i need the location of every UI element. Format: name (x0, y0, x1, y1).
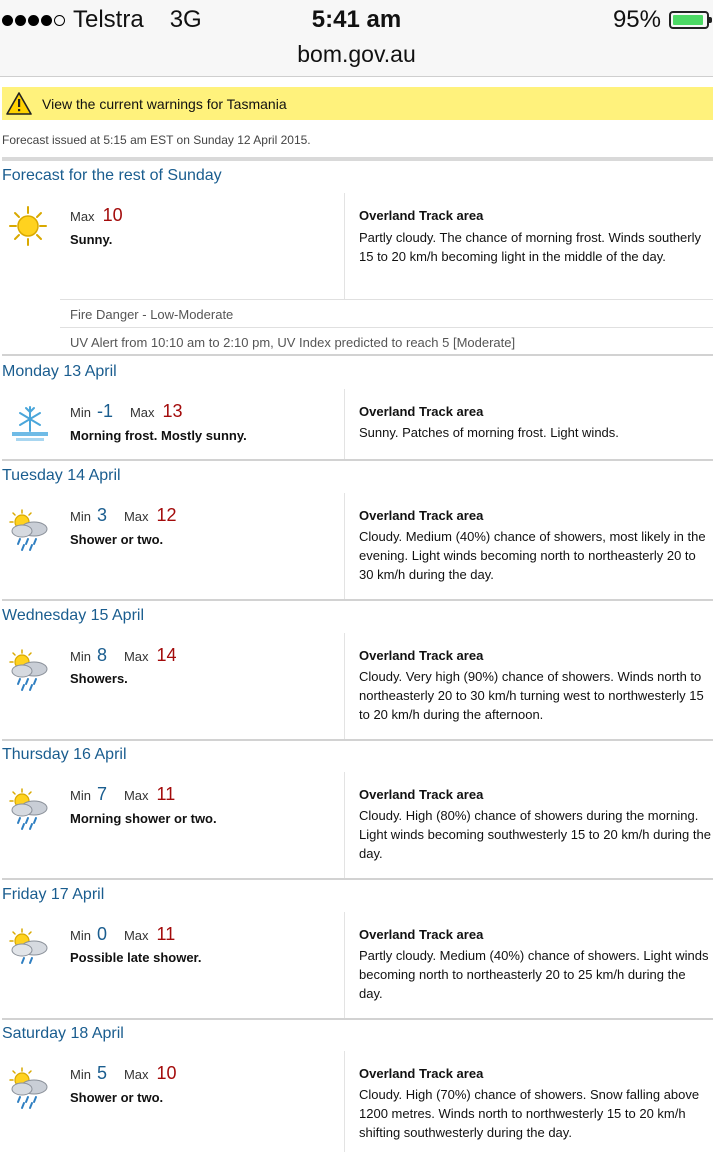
column-divider (344, 493, 345, 599)
showers-icon (8, 787, 50, 831)
warning-triangle-icon (6, 92, 32, 115)
area-name: Overland Track area (359, 787, 484, 802)
day-title-today: Forecast for the rest of Sunday (2, 167, 222, 184)
column-divider (344, 772, 345, 878)
forecast-summary: Showers. (70, 671, 128, 686)
column-divider (344, 633, 345, 739)
temperatures (70, 505, 177, 526)
min-label: Min (70, 1067, 91, 1082)
area-forecast: Cloudy. Very high (90%) chance of showers. Winds north to northeasterly 20 to 30 km/h turning west to northwesterly 15 to 20 km/h during the afternoon. (359, 669, 704, 722)
area-forecast: Cloudy. Medium (40%) chance of showers, most likely in the evening. Light winds becoming north to northeasterly 20 to 30 km/h during the day. (359, 529, 706, 582)
max-label: Max (123, 788, 149, 803)
forecast-issued: Forecast issued at 5:15 am EST on Sunday 12 April 2015. (2, 133, 311, 147)
area-forecast: Cloudy. High (80%) chance of showers during the morning. Light winds becoming southwesterly 15 to 20 km/h during the day. (359, 808, 711, 861)
carrier-name: Telstra (73, 6, 144, 33)
showers-icon (8, 1066, 50, 1110)
min-label: Min (70, 405, 91, 420)
column-divider (344, 912, 345, 1018)
day-title: Wednesday 15 April (2, 607, 145, 624)
area-forecast: Cloudy. High (70%) chance of showers. Snow falling above 1200 metres. Winds north to northwesterly 15 to 20 km/h shifting southwesterly during the day. (359, 1087, 700, 1140)
forecast-summary: Morning shower or two. (70, 811, 217, 826)
divider (60, 327, 713, 328)
day-separator (2, 1018, 713, 1020)
forecast-summary: Shower or two. (70, 532, 164, 547)
uv-alert: UV Alert from 10:10 am to 2:10 pm, UV Index predicted to reach 5 [Moderate] (70, 335, 516, 350)
showers-icon (8, 648, 50, 692)
area-name: Overland Track area (359, 508, 484, 523)
max-temp: 10 (156, 1063, 177, 1083)
area-name: Overland Track area (359, 208, 484, 223)
area-forecast: Partly cloudy. Medium (40%) chance of showers. Light winds becoming north to northeasterly 20 to 25 km/h during the day. (359, 948, 709, 1001)
min-temp: 8 (96, 645, 107, 665)
min-label: Min (70, 509, 91, 524)
day-title: Thursday 16 April (2, 746, 127, 763)
fire-danger: Fire Danger - Low-Moderate (70, 307, 234, 322)
column-divider (344, 389, 345, 459)
network-type: 3G (169, 6, 202, 33)
min-temp: 7 (96, 784, 107, 804)
area-forecast: Partly cloudy. The chance of morning frost. Winds southerly 15 to 20 km/h becoming light in the middle of the day. (359, 230, 702, 264)
min-temp: 3 (96, 505, 107, 525)
clock: 5:41 am (311, 6, 402, 33)
day-separator (2, 459, 713, 461)
max-temp: 11 (156, 784, 176, 804)
min-temp: 5 (96, 1063, 107, 1083)
area-name: Overland Track area (359, 648, 484, 663)
temperatures (70, 924, 175, 945)
temperatures (70, 784, 175, 805)
area-name: Overland Track area (359, 927, 484, 942)
showers-icon (8, 508, 50, 552)
column-divider (344, 1051, 345, 1152)
min-label: Min (70, 788, 91, 803)
divider (60, 299, 713, 300)
day-separator (2, 354, 713, 356)
forecast-summary: Morning frost. Mostly sunny. (70, 428, 247, 443)
divider (2, 157, 713, 161)
area-name: Overland Track area (359, 1066, 484, 1081)
temperatures (70, 205, 123, 226)
url-bar[interactable] (0, 40, 713, 77)
max-label: Max (123, 928, 149, 943)
area-forecast: Sunny. Patches of morning frost. Light winds. (359, 425, 619, 440)
day-title: Monday 13 April (2, 363, 117, 380)
forecast-summary: Possible late shower. (70, 950, 202, 965)
frost-icon (8, 404, 52, 444)
day-separator (2, 739, 713, 741)
max-label: Max (123, 649, 149, 664)
day-title: Friday 17 April (2, 886, 105, 903)
max-temp: 13 (162, 401, 183, 421)
max-temp: 12 (156, 505, 177, 525)
column-divider (344, 193, 345, 299)
url-text: bom.gov.au (297, 41, 416, 67)
battery-info (613, 6, 709, 34)
day-separator (2, 878, 713, 880)
sunny-icon (8, 204, 48, 248)
max-label: Max (129, 405, 155, 420)
battery-percent: 95% (612, 6, 661, 33)
battery-icon (669, 11, 709, 29)
day-separator (2, 599, 713, 601)
max-label: Max (123, 509, 149, 524)
day-title: Tuesday 14 April (2, 467, 121, 484)
max-temp: 10 (102, 205, 123, 225)
temperatures (70, 1063, 177, 1084)
max-temp: 11 (156, 924, 176, 944)
status-bar (0, 0, 713, 40)
day-title: Saturday 18 April (2, 1025, 124, 1042)
area-name: Overland Track area (359, 404, 484, 419)
min-label: Min (70, 928, 91, 943)
forecast-summary: Sunny. (70, 232, 113, 247)
max-label: Max (123, 1067, 149, 1082)
light-shower-icon (8, 927, 50, 971)
max-label: Max (70, 209, 95, 224)
min-label: Min (70, 649, 91, 664)
forecast-summary: Shower or two. (70, 1090, 164, 1105)
warning-text: View the current warnings for Tasmania (42, 95, 287, 112)
warnings-link[interactable] (2, 87, 713, 120)
max-temp: 14 (156, 645, 177, 665)
min-temp: 0 (96, 924, 107, 944)
temperatures (70, 401, 183, 422)
min-temp: -1 (96, 401, 113, 421)
temperatures (70, 645, 177, 666)
